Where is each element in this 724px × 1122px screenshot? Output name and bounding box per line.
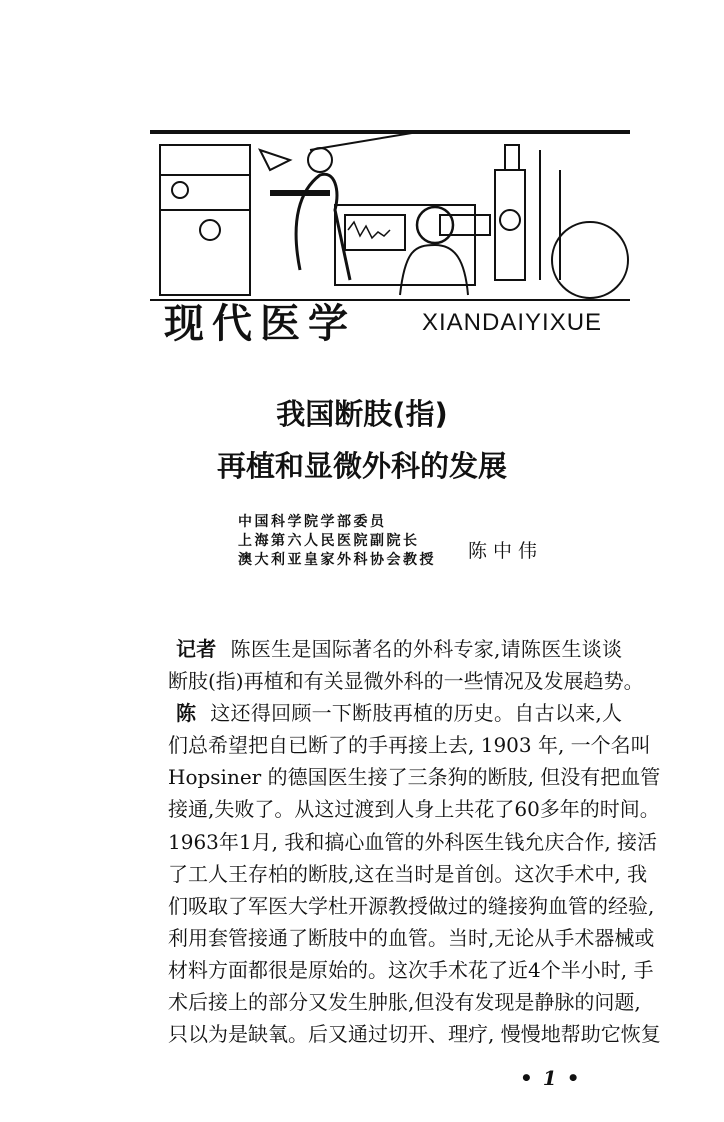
article-body [168, 633, 661, 1050]
text-line: 只以为是缺氧。后又通过切开、理疗, 慢慢地帮助它恢复 [168, 1022, 661, 1047]
text-line: 1963年1月, 我和搞心血管的外科医生钱允庆合作, 接活 [168, 829, 658, 854]
text-line: 们总希望把自已断了的手再接上去, 1903 年, 一个名叫 [168, 733, 651, 758]
banner-chinese: 现代医学 [164, 301, 356, 347]
text-line: 断肢(指)再植和有关显微外科的一些情况及发展趋势。 [168, 669, 644, 694]
text-line: 们吸取了军医大学杜开源教授做过的缝接狗血管的经验, [168, 893, 655, 918]
text-line: 利用套管接通了断肢中的血管。当时,无论从手术器械或 [168, 925, 655, 950]
affiliation: 中国科学院学部委员 [238, 514, 387, 530]
text-line: 接通,失败了。从这过渡到人身上共花了60多年的时间。 [168, 797, 660, 822]
page-number: •1• [520, 1066, 590, 1090]
text-line: 材料方面都很是原始的。这次手术花了近4个半小时, 手 [168, 957, 654, 982]
author-affiliations [238, 513, 436, 570]
speaker-label: 陈 [176, 701, 197, 726]
speaker-label: 记者 [176, 637, 217, 661]
article-title-line2: 再植和显微外科的发展 [216, 449, 507, 483]
banner-pinyin: XIANDAIYIXUE [422, 309, 603, 336]
text-line: Hopsiner 的德国医生接了三条狗的断肢, 但没有把血管 [168, 765, 661, 790]
text-line: 记者 陈医生是国际著名的外科专家,请陈医生谈谈 [176, 637, 623, 661]
section-banner [152, 300, 624, 348]
text-line: 术后接上的部分又发生肿胀,但没有发现是静脉的问题, [168, 990, 641, 1015]
affiliation: 上海第六人民医院副院长 [238, 533, 420, 549]
article-title-line1: 我国断肢(指) [276, 397, 448, 431]
affiliation: 澳大利亚皇家外科协会教授 [238, 552, 436, 568]
text-line: 陈 这还得回顾一下断肢再植的历史。自古以来,人 [176, 701, 623, 726]
author-name: 陈中伟 [468, 540, 544, 562]
text-line: 了工人王存柏的断肢,这在当时是首创。这次手术中, 我 [168, 861, 648, 886]
